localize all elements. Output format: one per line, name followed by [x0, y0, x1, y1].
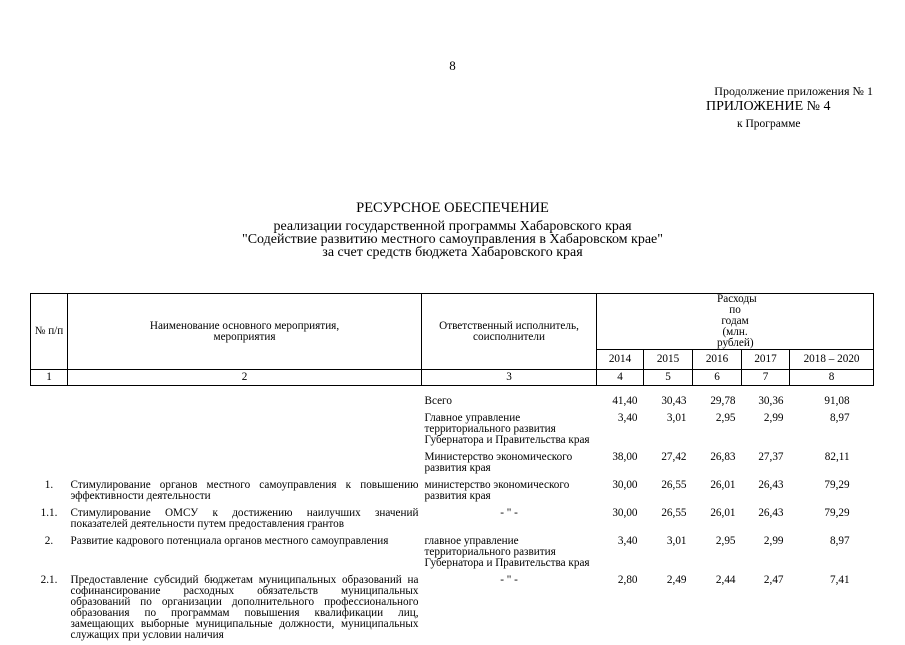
row-value: 27,42 — [661, 451, 687, 463]
row-executor: - " - — [500, 507, 518, 519]
row-value: 26,01 — [710, 479, 736, 491]
row-number — [31, 411, 68, 450]
row-value: 3,40 — [617, 535, 638, 547]
column-number: 4 — [597, 370, 644, 386]
row-value: 2,95 — [715, 412, 736, 424]
header-executor: Ответственный исполнитель, соисполнители — [422, 294, 597, 370]
row-executor: Министерство экономического развития края — [424, 451, 573, 474]
row-value: 26,43 — [758, 479, 784, 491]
row-executor: Главное управление территориального развития Губернатора и Правительства края — [424, 412, 590, 446]
row-value: 3,01 — [666, 412, 687, 424]
subtitle-line: за счет средств бюджета Хабаровского края — [322, 245, 583, 260]
row-executor: Всего — [424, 395, 452, 407]
row-name: Стимулирование ОМСУ к достижению наилучших значений показателей деятельности путем предоставления грантов — [70, 507, 419, 530]
row-value: 3,40 — [617, 412, 638, 424]
row-executor: - " - — [500, 574, 518, 586]
row-value: 91,08 — [824, 395, 850, 407]
column-number: 3 — [422, 370, 597, 386]
row-number: 1.1. — [40, 507, 58, 519]
row-value: 41,40 — [612, 395, 638, 407]
row-value: 7,41 — [829, 574, 850, 586]
row-number: 2. — [44, 535, 54, 547]
table-row — [31, 534, 874, 573]
row-value: 2,47 — [763, 574, 784, 586]
row-value: 29,78 — [710, 395, 736, 407]
row-number — [31, 394, 68, 411]
row-value: 2,95 — [715, 535, 736, 547]
subtitle-line: реализации государственной программы Хабаровского края — [273, 219, 632, 234]
header-year: 2014 — [597, 350, 644, 370]
header-year: 2015 — [644, 350, 693, 370]
row-value: 30,00 — [612, 507, 638, 519]
row-value: 79,29 — [824, 507, 850, 519]
row-value: 82,11 — [824, 451, 850, 463]
column-number: 8 — [790, 370, 874, 386]
column-number: 5 — [644, 370, 693, 386]
table-row — [31, 411, 874, 450]
column-number: 2 — [68, 370, 422, 386]
row-number — [31, 450, 68, 478]
row-value: 38,00 — [612, 451, 638, 463]
row-value: 2,99 — [763, 412, 784, 424]
continuation-note: Продолжение приложения № 1 — [714, 84, 873, 98]
row-name: Развитие кадрового потенциала органов местного самоуправления — [70, 535, 389, 547]
table-row — [31, 450, 874, 478]
row-value: 26,55 — [661, 479, 687, 491]
appendix-subtitle: к Программе — [737, 118, 801, 130]
column-number: 1 — [31, 370, 68, 386]
row-value: 26,83 — [710, 451, 736, 463]
row-value: 8,97 — [829, 535, 850, 547]
row-value: 30,43 — [661, 395, 687, 407]
row-name — [68, 411, 422, 450]
row-value: 8,97 — [829, 412, 850, 424]
column-number: 7 — [742, 370, 790, 386]
header-year: 2016 — [693, 350, 742, 370]
document-title: РЕСУРСНОЕ ОБЕСПЕЧЕНИЕ — [356, 200, 549, 216]
table-row — [31, 506, 874, 534]
document-subtitle — [0, 220, 905, 259]
column-number: 6 — [693, 370, 742, 386]
row-value: 2,49 — [666, 574, 687, 586]
page-number: 8 — [449, 58, 456, 73]
row-name: Предоставление субсидий бюджетам муниципальных образований на софинансирование расходных обязательств муниципальных образований по организации дополнительного профессионального образования по программам повышения квалификации лиц, замещающих выборные муниципальные должности, муниципальных служащих при условии наличия — [70, 574, 419, 641]
row-executor: министерство экономического развития края — [424, 479, 570, 502]
row-name — [68, 450, 422, 478]
row-value: 27,37 — [758, 451, 784, 463]
header-expenses: Расходы по годам (млн. рублей) — [597, 294, 874, 350]
table-row — [31, 478, 874, 506]
table-row — [31, 573, 874, 645]
row-value: 2,44 — [715, 574, 736, 586]
row-value: 26,55 — [661, 507, 687, 519]
resource-table — [30, 293, 874, 645]
row-number: 2.1. — [40, 574, 58, 586]
row-value: 2,99 — [763, 535, 784, 547]
row-value: 2,80 — [617, 574, 638, 586]
table-row — [31, 394, 874, 411]
appendix-title: ПРИЛОЖЕНИЕ № 4 — [706, 99, 831, 114]
row-name: Стимулирование органов местного самоуправления к повышению эффективности деятельности — [70, 479, 419, 502]
row-value: 3,01 — [666, 535, 687, 547]
header-no: № п/п — [31, 294, 68, 370]
row-value: 30,00 — [612, 479, 638, 491]
row-value: 26,43 — [758, 507, 784, 519]
header-year: 2018 – 2020 — [790, 350, 874, 370]
header-name: Наименование основного мероприятия, мероприятия — [68, 294, 422, 370]
header-year: 2017 — [742, 350, 790, 370]
row-value: 79,29 — [824, 479, 850, 491]
row-value: 30,36 — [758, 395, 784, 407]
row-executor: главное управление территориального развития Губернатора и Правительства края — [424, 535, 590, 569]
subtitle-line: "Содействие развитию местного самоуправления в Хабаровском крае" — [241, 232, 663, 247]
row-number: 1. — [44, 479, 54, 491]
row-value: 26,01 — [710, 507, 736, 519]
row-name — [68, 394, 422, 411]
